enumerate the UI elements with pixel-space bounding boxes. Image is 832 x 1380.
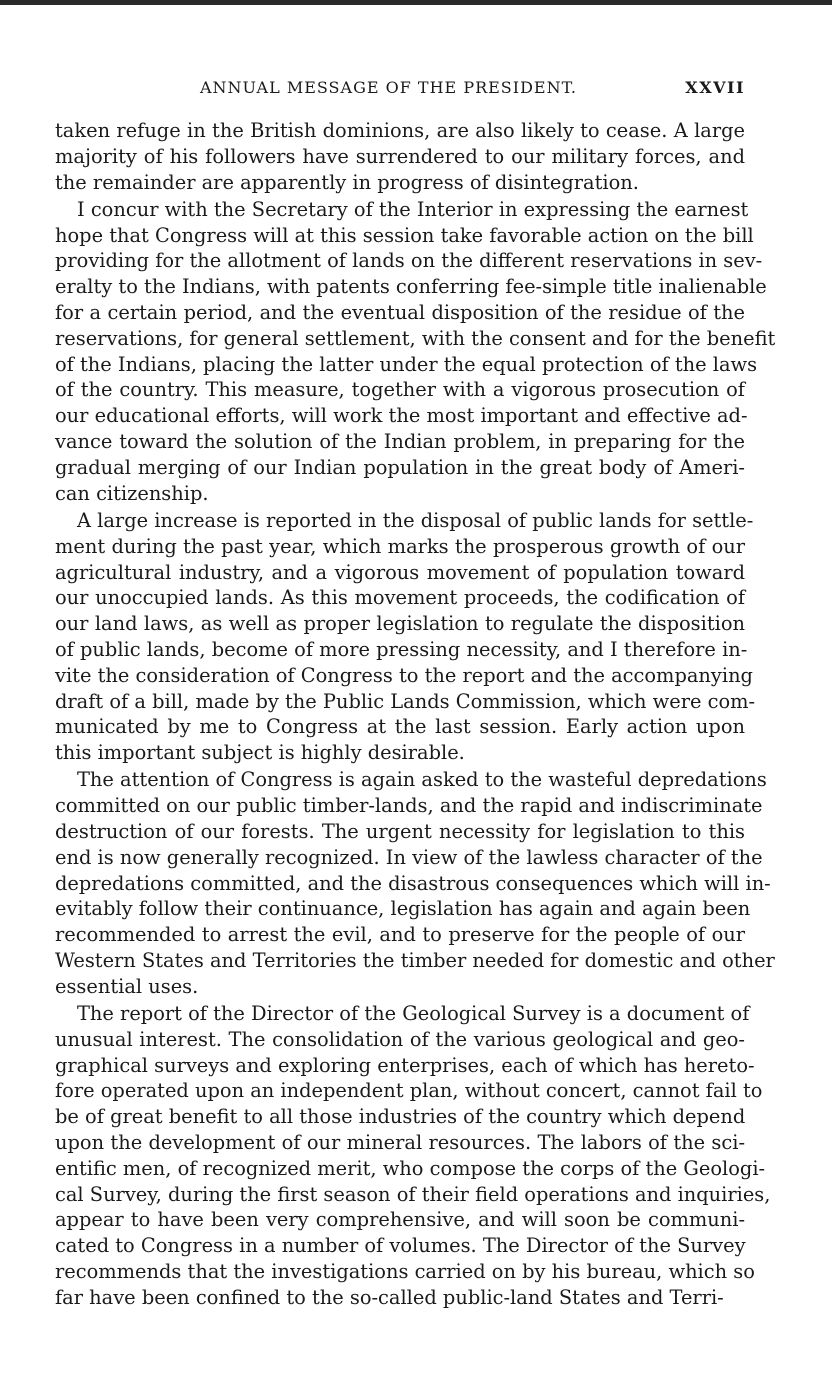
text-line: fore operated upon an independent plan, without concert, cannot fail to xyxy=(55,1079,763,1103)
paragraph xyxy=(55,197,776,507)
page-number: XXVII xyxy=(685,78,745,97)
paragraph xyxy=(55,118,745,195)
text-line: vance toward the solution of the Indian problem, in preparing for the xyxy=(55,430,745,454)
text-line: our land laws, as well as proper legislation to regulate the disposition xyxy=(55,612,745,636)
text-line: gradual merging of our Indian population in the great body of Ameri- xyxy=(55,455,745,479)
text-line: draft of a bill, made by the Public Lands Commission, which were com- xyxy=(55,689,756,713)
text-line: of public lands, become of more pressing necessity, and I therefore in- xyxy=(55,637,748,661)
text-line: unusual interest. The consolidation of the various geological and geo- xyxy=(55,1027,745,1051)
text-line: appear to have been very comprehensive, and will soon be communi- xyxy=(55,1208,745,1232)
text-line: cal Survey, during the first season of their field operations and inquiries, xyxy=(55,1182,771,1206)
text-line: The report of the Director of the Geological Survey is a document of xyxy=(77,1002,750,1026)
text-line: agricultural industry, and a vigorous movement of population toward xyxy=(55,560,745,584)
text-line: municated by me to Congress at the last session. Early action upon xyxy=(55,715,745,739)
text-line: The attention of Congress is again asked to the wasteful depredations xyxy=(77,768,767,792)
text-line: vite the consideration of Congress to the report and the accompanying xyxy=(55,663,753,687)
text-line: cated to Congress in a number of volumes. The Director of the Survey xyxy=(55,1234,746,1258)
text-line: destruction of our forests. The urgent necessity for legislation to this xyxy=(55,820,745,844)
text-line: providing for the allotment of lands on the different reservations in sev- xyxy=(55,249,763,273)
paragraph xyxy=(55,1001,771,1311)
text-line: end is now generally recognized. In view of the lawless character of the xyxy=(55,845,763,869)
header-title: ANNUAL MESSAGE OF THE PRESIDENT. xyxy=(200,78,577,97)
running-header xyxy=(200,78,745,102)
text-line: reservations, for general settlement, with the consent and for the benefit xyxy=(55,326,776,350)
text-line: eralty to the Indians, with patents conferring fee-simple title inalienable xyxy=(55,275,767,299)
text-line: this important subject is highly desirable. xyxy=(55,741,465,765)
text-line: far have been confined to the so-called public-land States and Terri- xyxy=(55,1285,724,1309)
text-line: our unoccupied lands. As this movement proceeds, the codification of xyxy=(55,586,745,610)
text-line: upon the development of our mineral resources. The labors of the sci- xyxy=(55,1131,745,1155)
text-line: majority of his followers have surrendered to our military forces, and xyxy=(55,144,745,168)
text-line: essential uses. xyxy=(55,974,199,998)
text-line: entific men, of recognized merit, who compose the corps of the Geologi- xyxy=(55,1156,766,1180)
text-line: ment during the past year, which marks the prosperous growth of our xyxy=(55,534,745,558)
text-line: committed on our public timber-lands, and the rapid and indiscriminate xyxy=(55,794,763,818)
text-line: of the country. This measure, together with a vigorous prosecution of xyxy=(55,378,745,402)
text-line: evitably follow their continuance, legislation has again and again been xyxy=(55,897,751,921)
text-line: I concur with the Secretary of the Interior in expressing the earnest xyxy=(77,197,749,221)
text-line: be of great benefit to all those industries of the country which depend xyxy=(55,1105,746,1129)
text-line: can citizenship. xyxy=(55,481,209,505)
page-top-edge xyxy=(0,0,832,5)
text-line: A large increase is reported in the disposal of public lands for settle- xyxy=(77,508,754,532)
paragraph xyxy=(55,508,756,766)
text-line: recommended to arrest the evil, and to preserve for the people of our xyxy=(55,923,745,947)
text-line: the remainder are apparently in progress of disintegration. xyxy=(55,170,639,194)
text-line: taken refuge in the British dominions, are also likely to cease. A large xyxy=(55,119,745,142)
text-line: depredations committed, and the disastrous consequences which will in- xyxy=(55,871,771,895)
text-line: graphical surveys and exploring enterprises, each of which has hereto- xyxy=(55,1053,755,1077)
text-line: hope that Congress will at this session take favorable action on the bill xyxy=(55,223,754,247)
text-line: recommends that the investigations carried on by his bureau, which so xyxy=(55,1260,755,1284)
text-line: our educational efforts, will work the most important and effective ad- xyxy=(55,404,748,428)
text-line: Western States and Territories the timber needed for domestic and other xyxy=(55,949,775,972)
body-text xyxy=(55,118,776,1312)
paragraph xyxy=(55,767,775,999)
text-line: of the Indians, placing the latter under the equal protection of the laws xyxy=(55,352,758,376)
text-line: for a certain period, and the eventual disposition of the residue of the xyxy=(55,301,745,325)
